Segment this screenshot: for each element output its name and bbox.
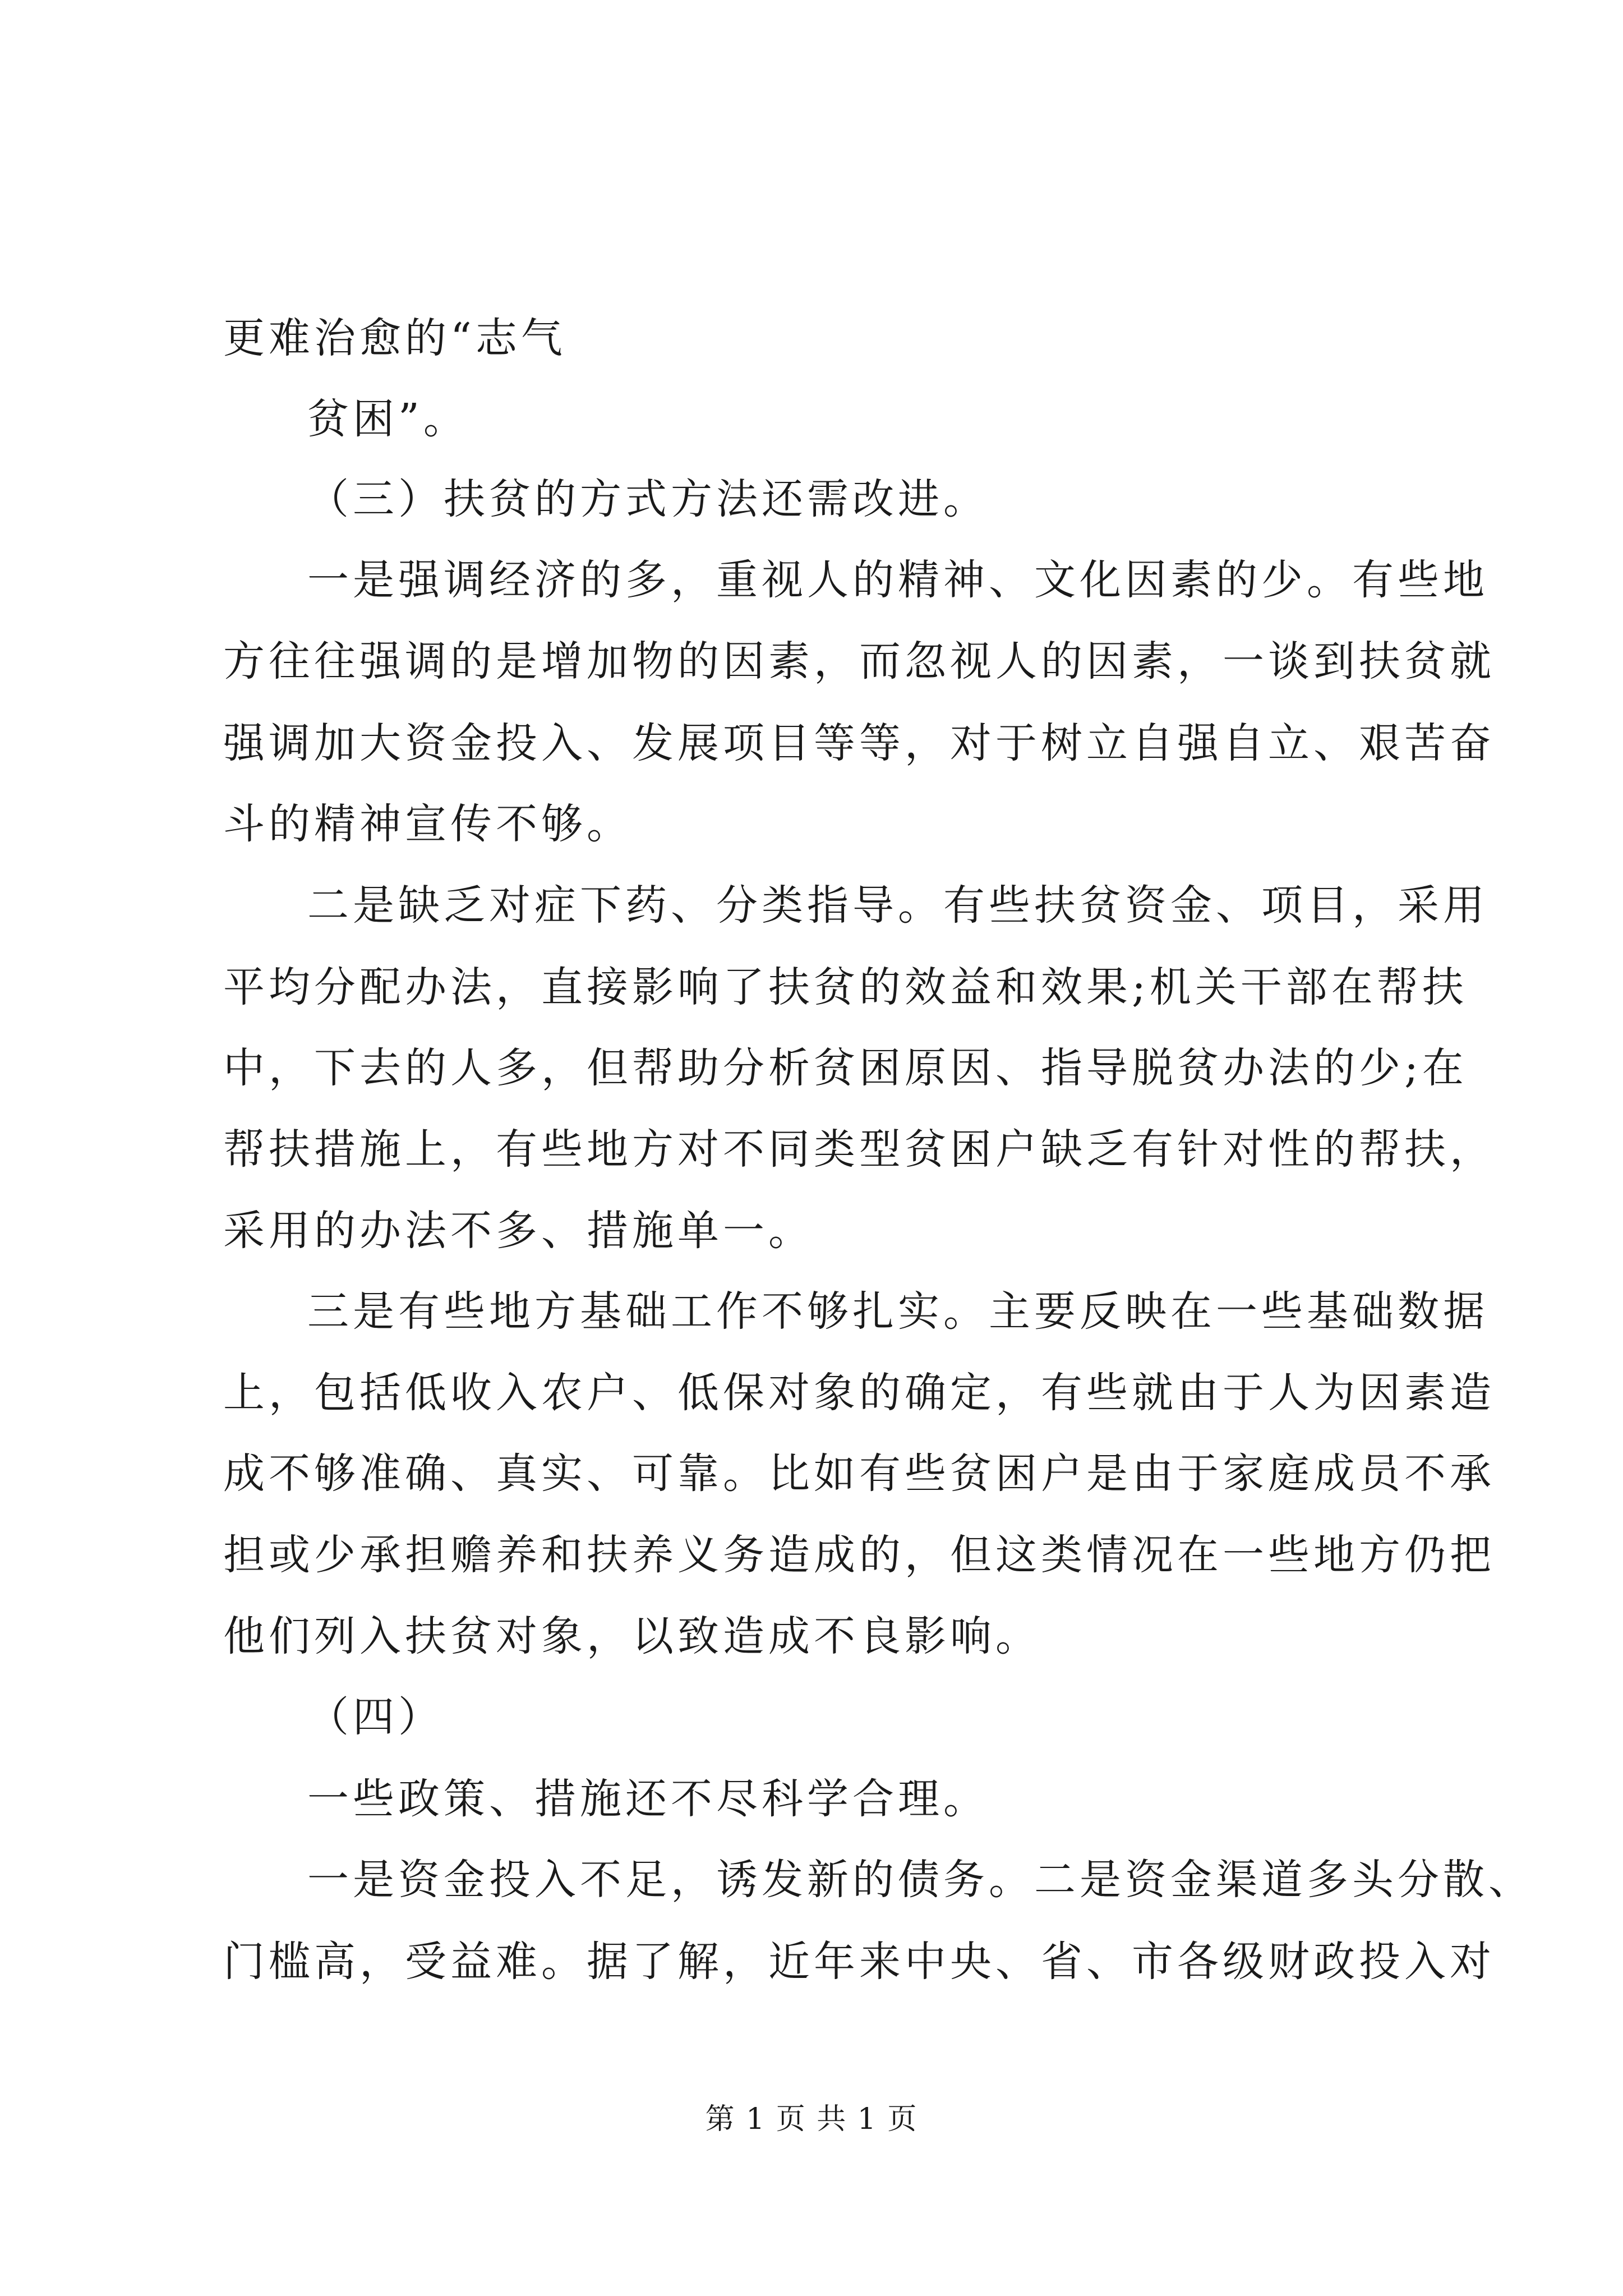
section-heading-3: （三）扶贫的方式方法还需改进。 <box>307 475 989 523</box>
page-number-footer: 第 1 页 共 1 页 <box>705 2102 918 2136</box>
section-heading-18: （四） <box>307 1693 444 1741</box>
text-line-15: 成不够准确、真实、可靠。比如有些贫困户是由于家庭成员不承 <box>223 1450 1495 1498</box>
text-line-12: 采用的办法不多、措施单一。 <box>223 1207 814 1255</box>
text-line-2: 贫困”。 <box>307 395 469 443</box>
text-line-1: 更难治愈的“志气 <box>223 314 566 362</box>
text-line-6: 强调加大资金投入、发展项目等等，对于树立自强自立、艰苦奋 <box>223 719 1495 767</box>
text-line-9: 平均分配办法，直接影响了扶贫的效益和效果;机关干部在帮扶 <box>223 963 1468 1011</box>
text-line-5: 方往往强调的是增加物的因素，而忽视人的因素，一谈到扶贫就 <box>223 637 1495 685</box>
text-line-7: 斗的精神宣传不够。 <box>223 800 632 848</box>
text-line-11: 帮扶措施上，有些地方对不同类型贫困户缺乏有针对性的帮扶， <box>223 1125 1495 1174</box>
text-line-20: 一是资金投入不足，诱发新的债务。二是资金渠道多头分散、 <box>307 1856 1534 1904</box>
text-line-21: 门槛高，受益难。据了解，近年来中央、省、市各级财政投入对 <box>223 1938 1495 1986</box>
text-line-17: 他们列入扶贫对象，以致造成不良影响。 <box>223 1612 1041 1660</box>
text-line-16: 担或少承担赡养和扶养义务造成的，但这类情况在一些地方仍把 <box>223 1531 1495 1579</box>
text-line-13: 三是有些地方基础工作不够扎实。主要反映在一些基础数据 <box>307 1287 1488 1336</box>
text-line-10: 中，下去的人多，但帮助分析贫困原因、指导脱贫办法的少;在 <box>223 1044 1468 1092</box>
text-line-14: 上，包括低收入农户、低保对象的确定，有些就由于人为因素造 <box>223 1369 1495 1417</box>
text-line-8: 二是缺乏对症下药、分类指导。有些扶贫资金、项目，采用 <box>307 881 1488 930</box>
text-line-4: 一是强调经济的多，重视人的精神、文化因素的少。有些地 <box>307 556 1488 604</box>
text-line-19: 一些政策、措施还不尽科学合理。 <box>307 1775 989 1823</box>
